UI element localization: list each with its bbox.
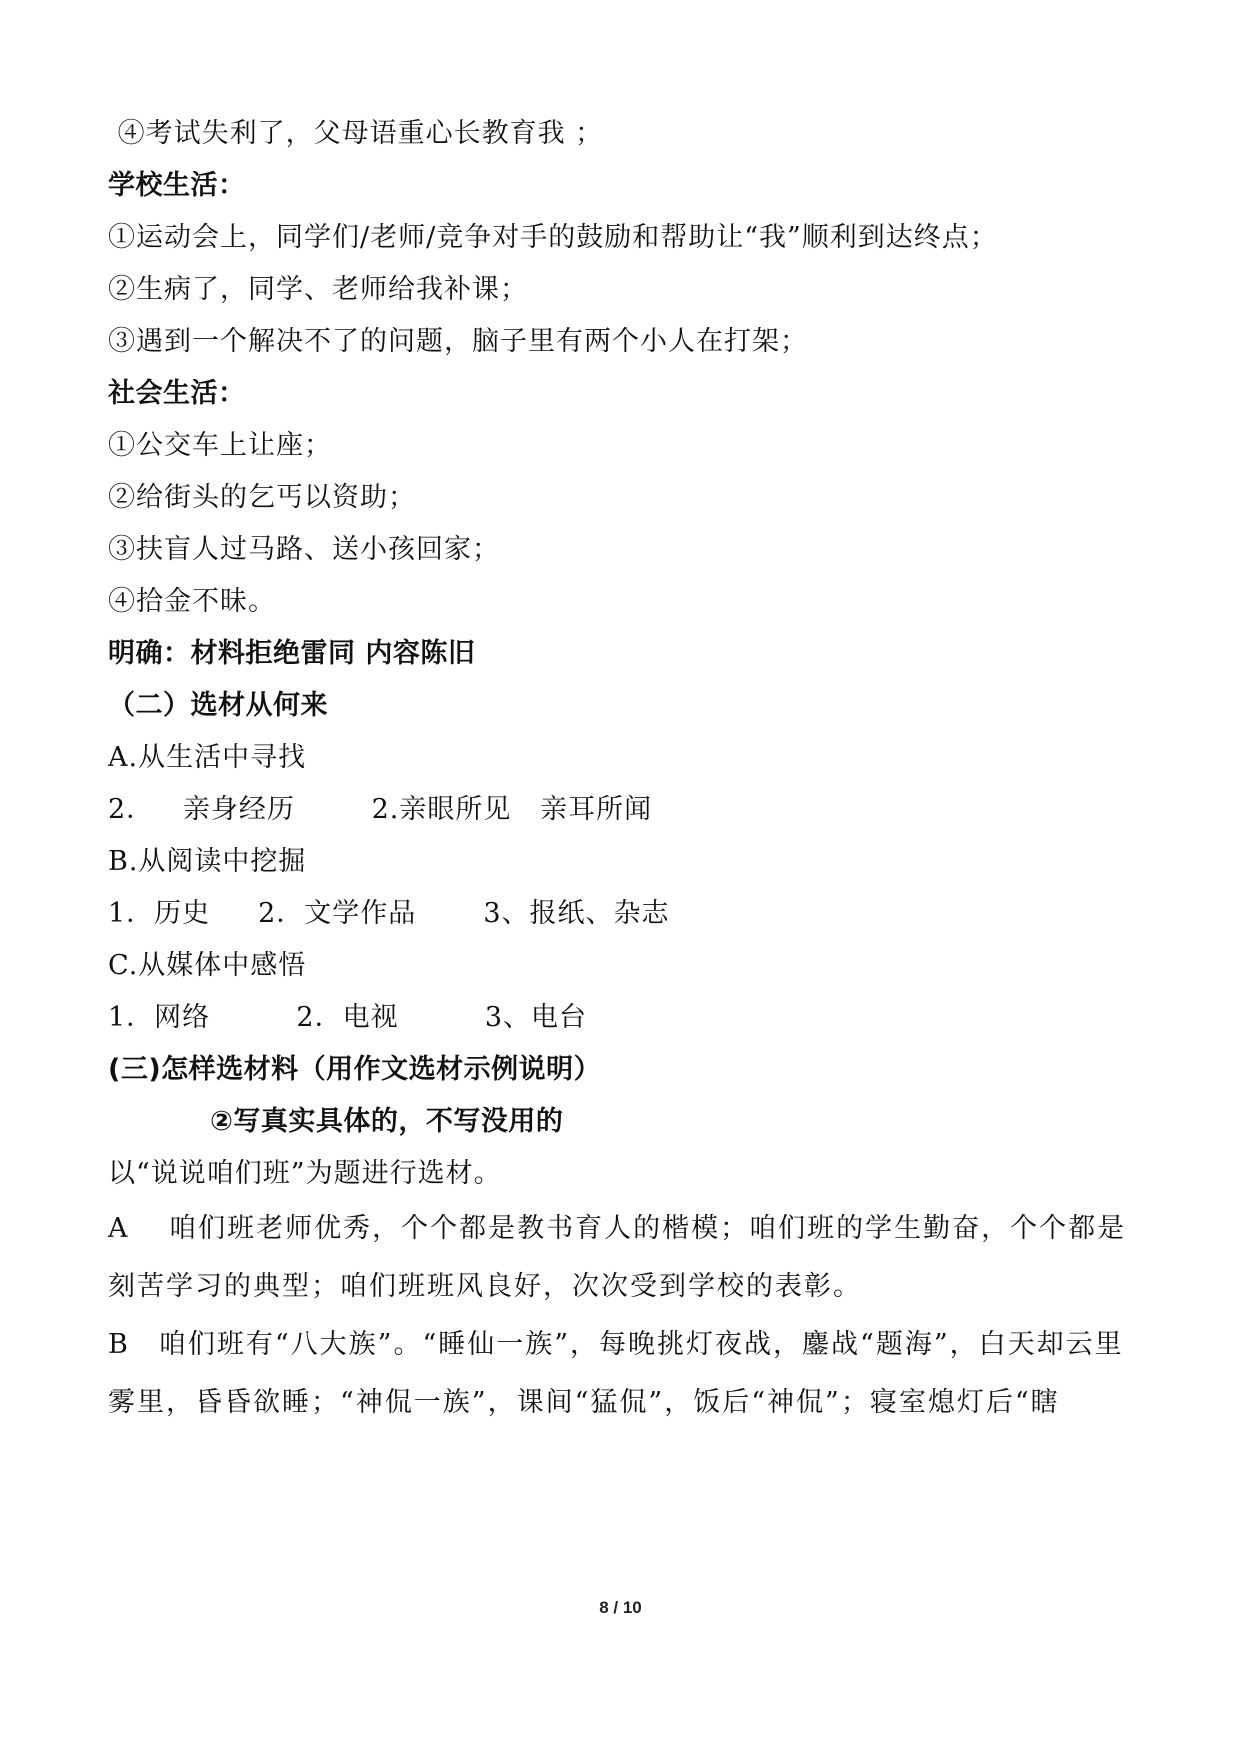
heading-social-life: 社会生活：	[108, 378, 246, 409]
paragraph-example-b: B 咱们班有“八大族”。“睡仙一族”，每晚挑灯夜战，鏖战“题海”，白天却云里雾里，昏昏欲睡；“神侃一族”，课间“猛侃”，饭后“神侃”；寝室熄灯后“瞎	[108, 1329, 1124, 1418]
text-line-media-list: 1．网络 2．电视 3、电台	[108, 1002, 588, 1033]
text-line-beggar-aid: ②给街头的乞丐以资助；	[108, 482, 416, 513]
text-line-from-reading: B.从阅读中挖掘	[108, 846, 307, 877]
heading-school-life: 学校生活：	[108, 170, 246, 201]
text-line-experience-list: 2． 亲身经历 2.亲眼所见 亲耳所闻	[108, 794, 653, 825]
page-number: 8 / 10	[599, 1598, 642, 1617]
text-line-topic-intro: 以“说说咱们班”为题进行选材。	[108, 1158, 502, 1189]
text-line-bus-seat: ①公交车上让座；	[108, 430, 332, 461]
heading-clarification: 明确：材料拒绝雷同 内容陈旧	[108, 638, 476, 669]
text-line-return-money: ④拾金不昧。	[108, 586, 276, 617]
paragraph-example-a: A 咱们班老师优秀，个个都是教书育人的楷模；咱们班的学生勤奋，个个都是刻苦学习的典型；咱们班班风良好，次次受到学校的表彰。	[108, 1213, 1127, 1302]
text-line-from-media: C.从媒体中感悟	[108, 950, 307, 981]
heading-section-two: （二）选材从何来	[108, 690, 328, 721]
text-line-exam-failure: ④考试失利了，父母语重心长教育我 ；	[108, 118, 604, 149]
text-line-help-blind: ③扶盲人过马路、送小孩回家；	[108, 534, 500, 565]
text-line-reading-list: 1．历史 2．文学作品 3、报纸、杂志	[108, 898, 670, 929]
text-line-from-life: A.从生活中寻找	[108, 742, 307, 773]
text-line-sick-tutoring: ②生病了，同学、老师给我补课；	[108, 274, 528, 305]
heading-section-three: (三)怎样选材料（用作文选材示例说明）	[108, 1054, 602, 1085]
text-line-unsolved-problem: ③遇到一个解决不了的问题，脑子里有两个小人在打架；	[108, 326, 808, 357]
text-line-sports-meet: ①运动会上，同学们/老师/竞争对手的鼓励和帮助让“我”顺利到达终点；	[108, 222, 998, 253]
subheading-write-real: ②写真实具体的，不写没用的	[210, 1106, 564, 1137]
